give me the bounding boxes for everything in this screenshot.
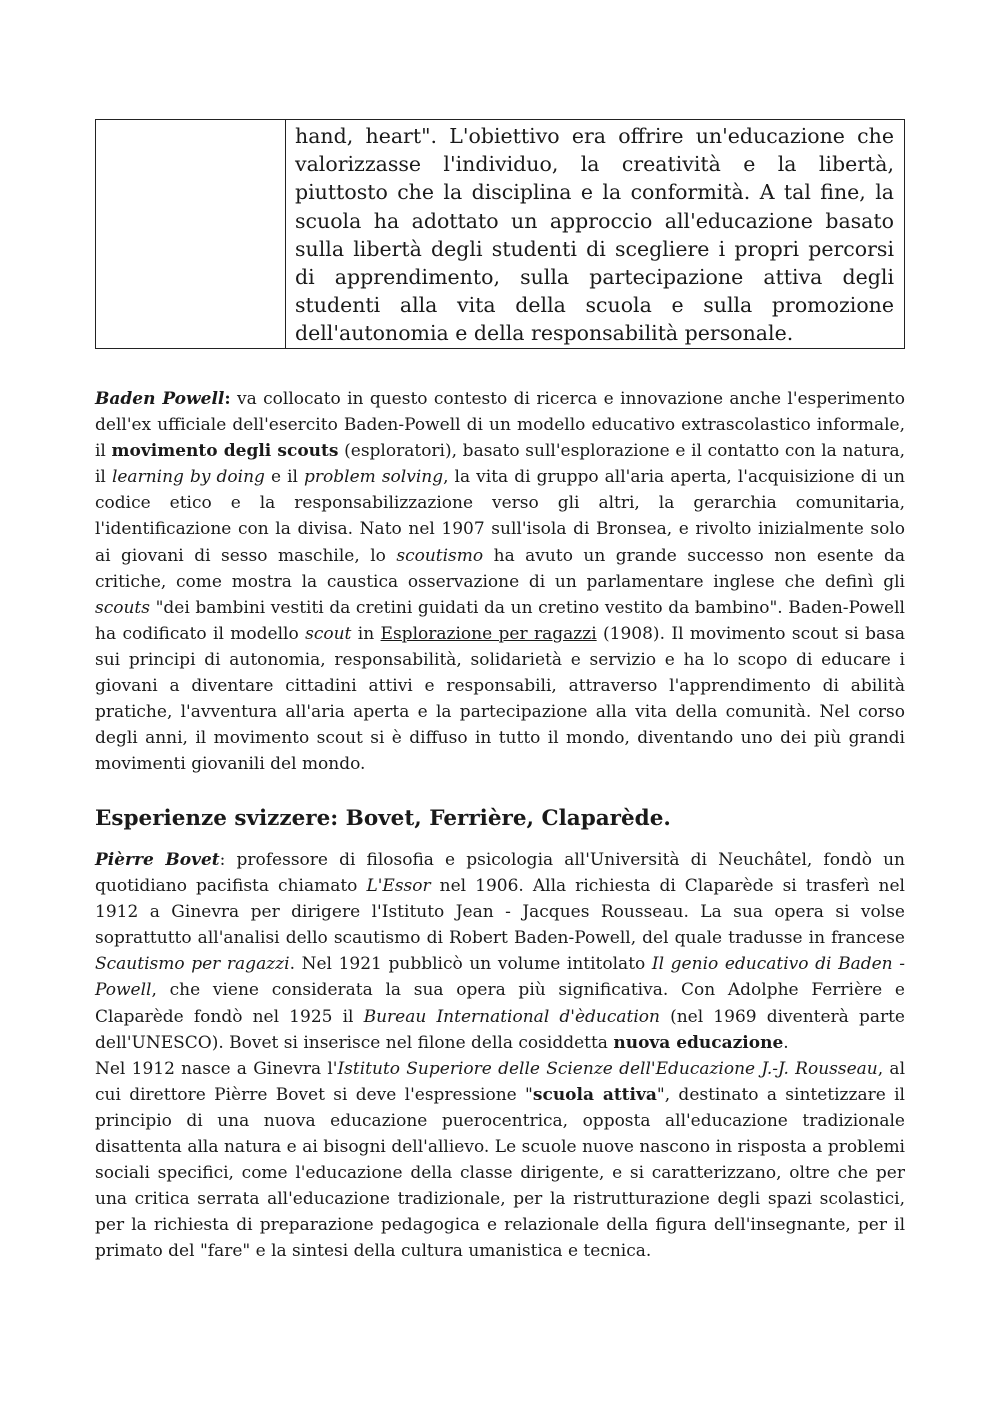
section-heading: Esperienze svizzere: Bovet, Ferrière, Claparède. <box>95 806 671 831</box>
text-run: ", destinato a sintetizzare il principio di una nuova educazione puerocentrica, opposta all'educazione tradizionale disattenta alla natura e ai bisogni dell'allievo. Le scuole nuove nascono in risposta a problemi sociali specifici, come l'educazione della classe dirigente, e si caratterizzano, oltre che per una critica serrata all'educazione tradizionale, per la ristrutturazione degli spazi scolastici, per la richiesta di preparazione pedagogica e relazionale della figura dell'insegnante, per il primato del "fare" e la sintesi della cultura umanistica e tecnica. <box>95 1084 905 1262</box>
text-run: . Nel 1921 pubblicò un volume intitolato <box>289 954 652 975</box>
bovet-name: Pièrre Bovet <box>95 850 220 870</box>
baden-powell-paragraph <box>95 386 905 777</box>
text-run: ha avuto un grande successo non esente da critiche, come mostra la caustica osservazione di un parlamentare inglese che definì gli <box>95 545 906 592</box>
bold-term: nuova educazione <box>613 1032 784 1053</box>
continued-table <box>95 119 905 349</box>
bold-term: movimento degli scouts <box>111 441 339 462</box>
text-run: nel 1906. Alla richiesta di Claparède si trasferì nel 1912 a Ginevra per dirigere l'Istituto Jean - Jacques Rousseau. La sua opera si volse soprattutto all'analisi dello scautismo di Robert Baden-Powell, del quale tradusse in francese <box>95 876 905 949</box>
text-run: , al cui direttore Pièrre Bovet si deve l'espressione " <box>95 1058 906 1105</box>
italic-term: Scautismo per ragazzi <box>95 954 290 975</box>
table-cell-text: hand, heart". L'obiettivo era offrire un'educazione che valorizzasse l'individuo, la creatività e la libertà, piuttosto che la disciplina e la conformità. A tal fine, la scuola ha adottato un approccio all'educazione basato sulla libertà degli studenti di scegliere i propri percorsi di apprendimento, sulla partecipazione attiva degli studenti alla vita della scuola e sulla promozione dell'autonomia e della responsabilità personale. <box>286 120 905 349</box>
text-run: (1908). Il movimento scout si basa sui principi di autonomia, responsabilità, solidarietà e servizio e ha lo scopo di educare i giovani a diventare cittadini attivi e responsabili, attraverso l'apprendimento di abilità pratiche, l'avventura all'aria aperta e la partecipazione alla vita della comunità. Nel corso degli anni, il movimento scout si è diffuso in tutto il mondo, diventando uno dei più grandi movimenti giovanili del mondo. <box>95 623 905 775</box>
text-run: va collocato in questo contesto di ricerca e innovazione anche l'esperimento dell'ex ufficiale dell'esercito Baden-Powell di un modello educativo extrascolastico informale, il <box>95 389 905 462</box>
text-run: (esploratori), basato sull'esplorazione e il contatto con la natura, il <box>95 441 906 488</box>
baden-colon: : <box>224 389 231 409</box>
text-run: Nel 1912 nasce a Ginevra l' <box>95 1058 338 1079</box>
italic-term: Bureau International d'èducation <box>363 1006 660 1027</box>
italic-term: problem solving <box>304 467 444 488</box>
baden-powell-name: Baden Powell <box>95 389 225 409</box>
text-run: . <box>783 1032 789 1053</box>
italic-term: Istituto Superiore delle Scienze dell'Educazione J.-J. Rousseau <box>337 1058 878 1079</box>
text-run: "dei bambini vestiti da cretini guidati da un cretino vestito da bambino". Baden-Powell ha codificato il modello <box>95 597 905 644</box>
text-run: , che viene considerata la sua opera più significativa. Con Adolphe Ferrière e Claparède fondò nel 1925 il <box>95 980 905 1027</box>
text-run: , la vita di gruppo all'aria aperta, l'acquisizione di un codice etico e la responsabilizzazione verso gli altri, la gerarchia comunitaria, l'identificazione con la divisa. Nato nel 1907 sull'isola di Bronsea, e rivolto inizialmente solo ai giovani di sesso maschile, lo <box>95 467 906 566</box>
book-title-underlined: Esplorazione per ragazzi <box>380 623 597 644</box>
text-run: in <box>351 623 381 644</box>
bovet-section <box>95 847 905 1265</box>
ginevra-paragraph <box>95 1056 905 1265</box>
text-run: : professore di filosofia e psicologia all'Università di Neuchâtel, fondò un quotidiano pacifista chiamato <box>95 850 906 897</box>
italic-term: learning by doing <box>111 467 265 488</box>
bold-term: scuola attiva <box>532 1084 657 1105</box>
text-run: (nel 1969 diventerà parte dell'UNESCO). Bovet si inserisce nel filone della cosiddetta <box>95 1006 905 1053</box>
table-row <box>96 120 905 349</box>
italic-term: Il genio educativo di Baden - Powell <box>95 954 905 1001</box>
italic-term: L'Essor <box>366 876 431 897</box>
italic-term: scouts <box>95 597 150 618</box>
text-run: e il <box>264 467 305 488</box>
italic-term: scoutismo <box>396 545 484 566</box>
table-cell-empty <box>96 120 286 349</box>
italic-term: scout <box>305 623 352 644</box>
bovet-paragraph <box>95 847 905 1056</box>
